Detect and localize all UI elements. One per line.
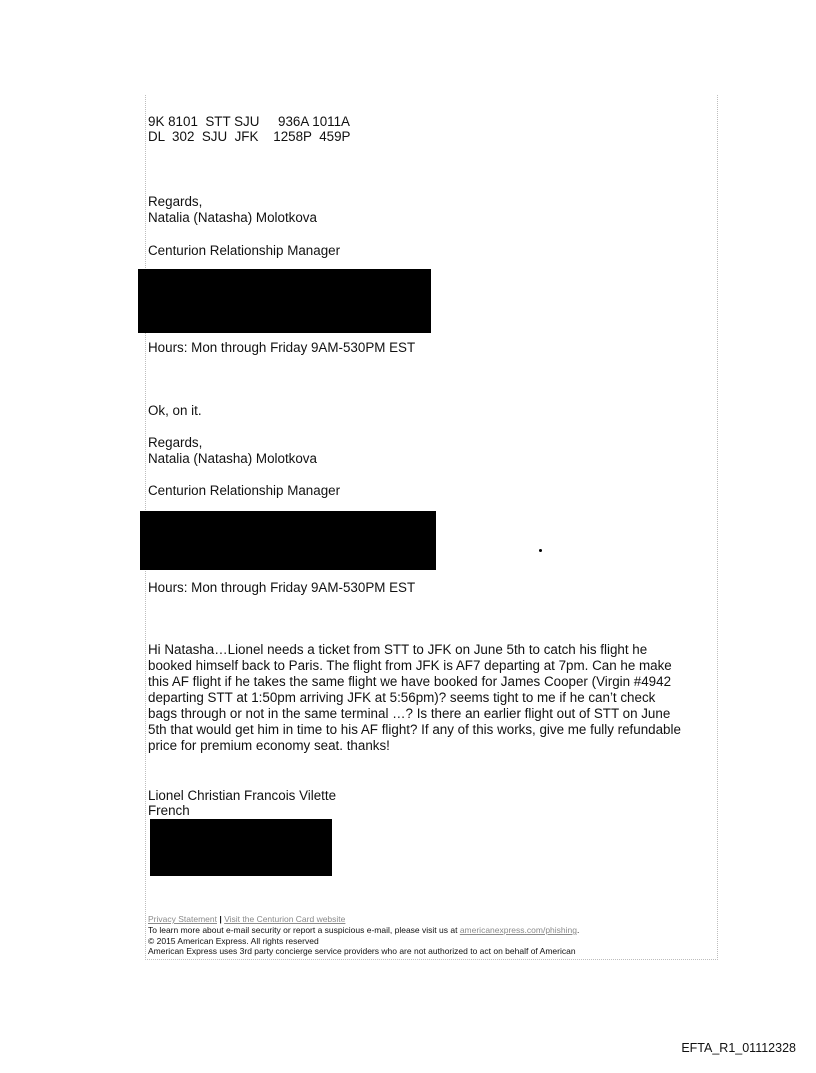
message-line: bags through or not in the same terminal …? Is there an earlier flight out of STT on June xyxy=(148,706,671,721)
sig2-hours: Hours: Mon through Friday 9AM-530PM EST xyxy=(148,580,416,595)
footer-disclaimer: American Express uses 3rd party concierge service providers who are not authorized to act on behalf of American xyxy=(148,946,576,956)
sender-name: Lionel Christian Francois Vilette xyxy=(148,788,337,803)
redaction-box-1 xyxy=(138,269,431,333)
bates-number: EFTA_R1_01112328 xyxy=(681,1041,796,1055)
sig2-regards: Regards, xyxy=(148,435,203,450)
message-line: booked himself back to Paris. The flight from JFK is AF7 departing at 7pm. Can he make xyxy=(148,658,672,673)
sig1-regards: Regards, xyxy=(148,194,203,209)
reply-text: Ok, on it. xyxy=(148,403,202,418)
centurion-website-link[interactable]: Visit the Centurion Card website xyxy=(224,914,346,924)
footer-security-end: . xyxy=(576,925,580,935)
footer-copyright: © 2015 American Express. All rights reserved xyxy=(148,936,319,946)
footer-security-text: To learn more about e-mail security or report a suspicious e-mail, please visit us at xyxy=(148,925,460,935)
flight-line-2: DL 302 SJU JFK 1258P 459P xyxy=(148,129,351,144)
frame-bottom-border xyxy=(145,959,718,960)
message-line: this AF flight if he takes the same flight we have booked for James Cooper (Virgin #4942 xyxy=(148,674,672,689)
stray-dot xyxy=(539,549,542,552)
sig1-title: Centurion Relationship Manager xyxy=(148,243,341,258)
footer-separator: | xyxy=(219,914,222,924)
footer-links-line xyxy=(148,914,345,924)
redaction-box-3 xyxy=(150,819,332,876)
sig1-name: Natalia (Natasha) Molotkova xyxy=(148,210,317,225)
privacy-statement-link[interactable]: Privacy Statement xyxy=(148,914,217,924)
sender-nationality: French xyxy=(148,803,190,818)
footer-security-line xyxy=(148,925,579,935)
frame-right-border xyxy=(717,95,718,960)
flight-line-1: 9K 8101 STT SJU 936A 1011A xyxy=(148,114,350,129)
message-line: 5th that would get him in time to his AF flight? If any of this works, give me fully refundable xyxy=(148,722,681,737)
redaction-box-2 xyxy=(140,511,436,570)
sig2-name: Natalia (Natasha) Molotkova xyxy=(148,451,317,466)
message-line: price for premium economy seat. thanks! xyxy=(148,738,390,753)
sig1-hours: Hours: Mon through Friday 9AM-530PM EST xyxy=(148,340,416,355)
sig2-title: Centurion Relationship Manager xyxy=(148,483,341,498)
message-line: departing STT at 1:50pm arriving JFK at 5:56pm)? seems tight to me if he can’t check xyxy=(148,690,656,705)
message-line: Hi Natasha…Lionel needs a ticket from STT to JFK on June 5th to catch his flight he xyxy=(148,642,648,657)
phishing-link[interactable]: americanexpress.com/phishing xyxy=(459,925,577,935)
